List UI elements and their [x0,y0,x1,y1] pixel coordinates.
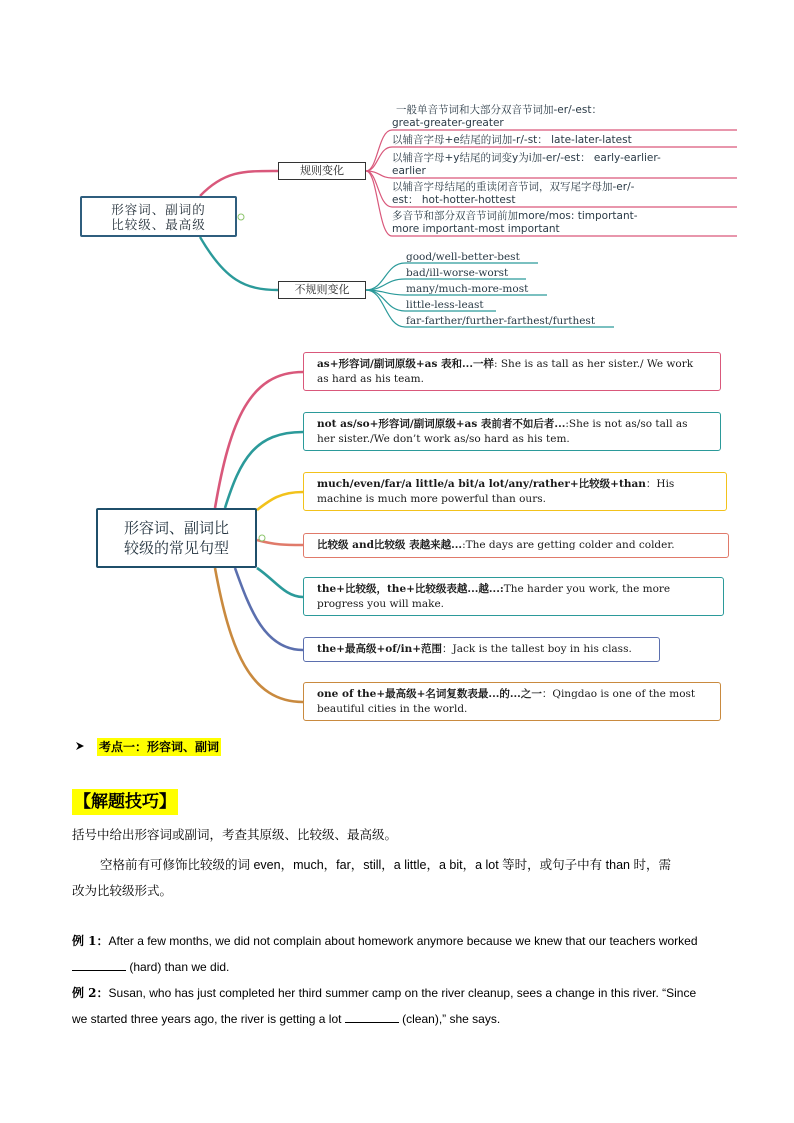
regular-rule-4: 以辅音字母结尾的重读闭音节词，双写尾字母加-er/- est： hot-hotter-hottest [392,181,635,206]
tips-title: 【解题技巧】 [72,789,178,815]
mindmap2-root [96,508,257,568]
pattern-box-5: the+比较级，the+比较级表越...越...:The harder you work, the more progress you will make. [303,577,724,616]
pattern-box-1: as+形容词/副词原级+as 表和...一样: She is as tall as her sister./ We work as hard as his team. [303,352,721,391]
example-2: 例 2：Susan, who has just completed her third summer camp on the river cleanup, sees a change in this river. “Since [72,986,697,1000]
pattern-box-7: one of the+最高级+名词复数表最...的...之一：Qingdao is one of the most beautiful cities in the world. [303,682,721,721]
regular-rule-1: 一般单音节词和大部分双音节词加-er/-est： great-greater-greater [392,104,602,129]
tips-paragraph-1: 括号中给出形容词或副词，考查其原级、比较级、最高级。 [72,828,398,842]
irregular-item-3: many/much-more-most [406,283,529,295]
mindmap1-root-line1: 形容词、副词的 [111,202,206,217]
regular-rule-5: 多音节和部分双音节词前加more/mos: timportant- more important-most important [392,210,638,235]
pattern-box-6: the+最高级+of/in+范围：Jack is the tallest boy in his class. [303,637,660,662]
answer-blank-2[interactable] [345,1010,399,1023]
pattern-box-4: 比较级 and比较级 表越来越...:The days are getting colder and colder. [303,533,729,558]
regular-rule-3: 以辅音字母+y结尾的词变y为i加-er/-est： early-earlier- earlier [392,152,661,177]
example-2-cont: we started three years ago, the river is getting a lot (clean),” she says. [72,1012,501,1026]
irregular-item-2: bad/ill-worse-worst [406,267,509,279]
mindmap2-root-line1: 形容词、副词比 [123,519,229,537]
mindmap1-root-line2: 比较级、最高级 [111,217,206,232]
example-1-cont: (hard) than we did. [72,954,724,980]
pattern-box-3: much/even/far/a little/a bit/a lot/any/rather+比较级+than：His machine is much more powerful than ours. [303,472,727,511]
tips-paragraph-2-cont: 改为比较级形式。 [72,884,173,898]
irregular-item-5: far-farther/further-farthest/furthest [406,315,596,327]
mindmap1-root [80,196,237,237]
irregular-item-1: good/well-better-best [406,251,520,263]
irregular-change-node: 不规则变化 [278,281,366,299]
regular-rule-2: 以辅音字母+e结尾的词加-r/-st： late-later-latest [392,134,632,146]
example-1: 例 1：After a few months, we did not complain about homework anymore because we knew that our teachers worked [72,934,698,948]
mindmap2-root-line2: 较级的常见句型 [123,539,229,557]
tips-paragraph-2: 空格前有可修饰比较级的词 even，much，far，still，a little，a bit，a lot 等时，或句子中有 than 时，需 [100,858,671,872]
pattern-box-2: not as/so+形容词/副词原级+as 表前者不如后者...:She is not as/so tall as her sister./We don’t work as/so hard as his tem. [303,412,721,451]
answer-blank-1[interactable] [72,958,126,971]
regular-change-node: 规则变化 [278,162,366,180]
test-point-heading: 考点一：形容词、副词 [75,738,221,755]
irregular-item-4: little-less-least [406,299,484,311]
arrow-bullet-icon [75,740,85,754]
